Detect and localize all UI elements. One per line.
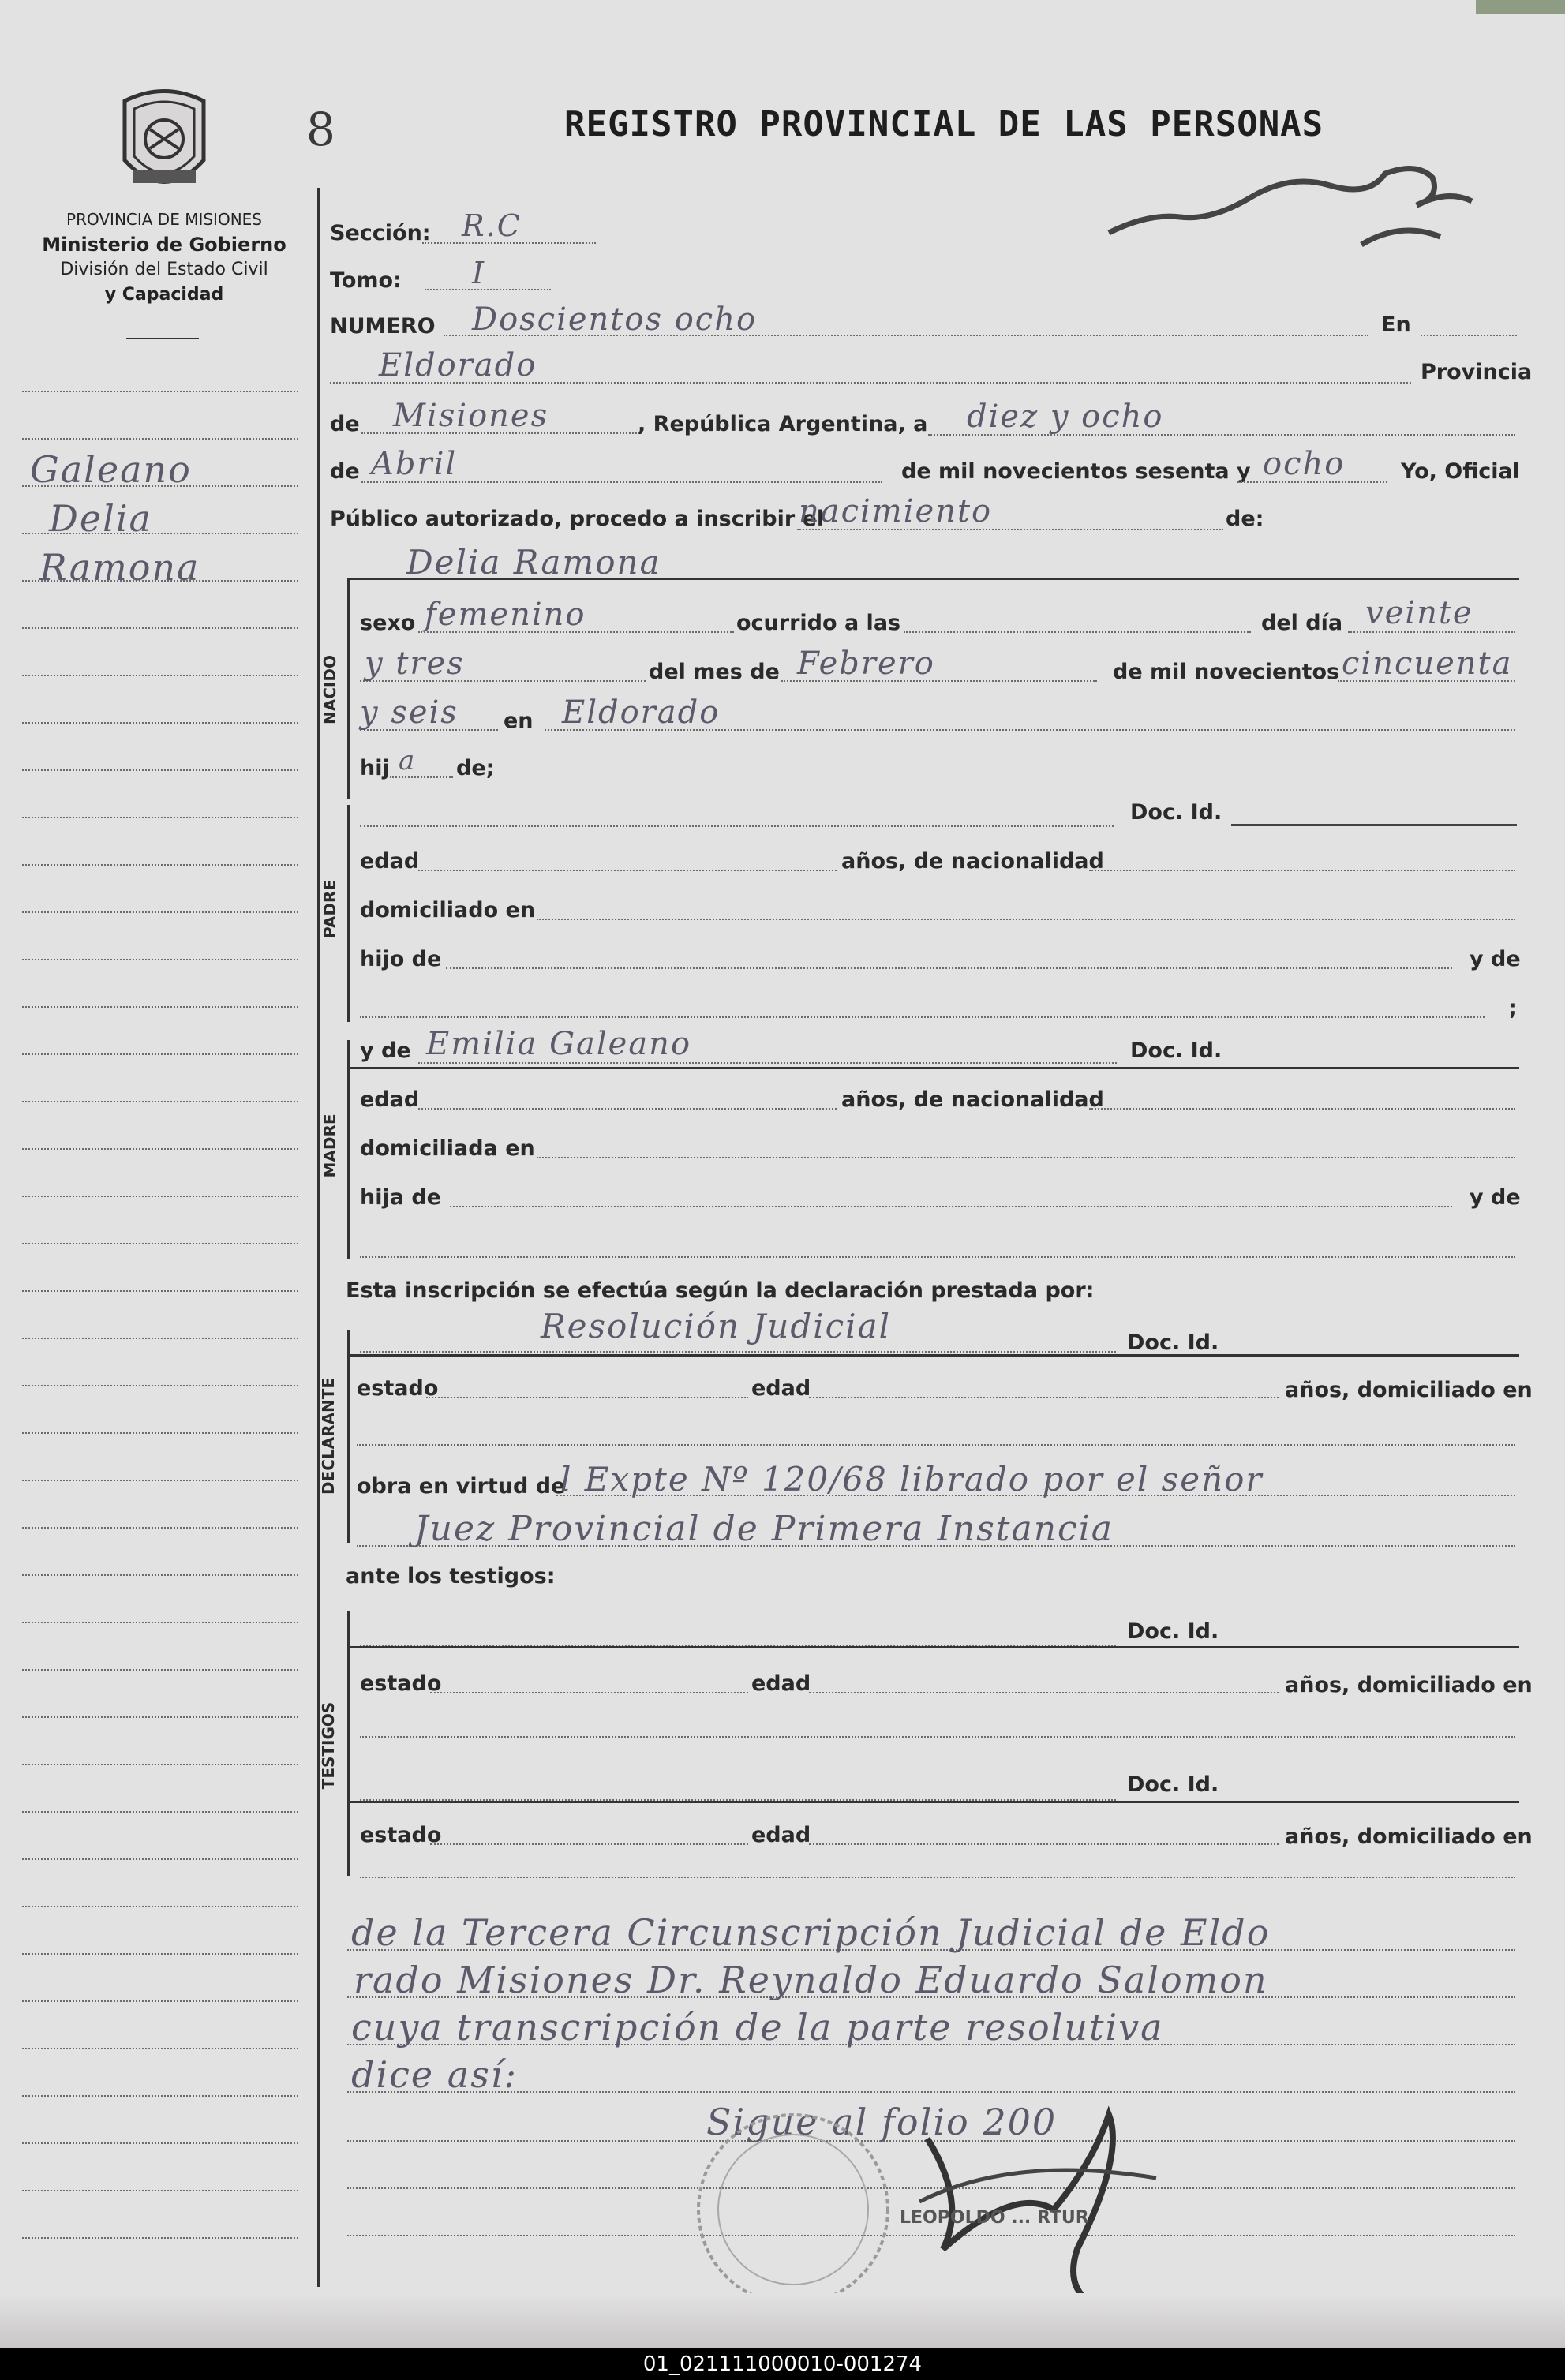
value-lugar: Eldorado — [379, 347, 537, 384]
label-de-colon: de: — [1226, 507, 1264, 531]
label-estado: estado — [357, 1376, 439, 1401]
label-doc-id: Doc. Id. — [1127, 1330, 1219, 1355]
label-del-dia: del día — [1261, 611, 1343, 635]
label-en: En — [1381, 312, 1411, 337]
margin-name: Galeano — [30, 448, 192, 491]
label-edad: edad — [751, 1671, 811, 1696]
page-title: REGISTRO PROVINCIAL DE LAS PERSONAS — [564, 104, 1324, 144]
value-dia-nac-1: veinte — [1365, 595, 1473, 631]
value-madre: Emilia Galeano — [426, 1026, 692, 1062]
divider — [126, 338, 199, 339]
value-sexo: femenino — [425, 597, 586, 633]
label-y-de: y de — [1470, 1185, 1521, 1210]
section-line — [347, 1801, 1519, 1803]
section-bracket — [347, 805, 350, 1022]
label-estado: estado — [360, 1823, 442, 1847]
label-edad: edad — [360, 849, 420, 874]
label-hija-de: hija de — [360, 1185, 441, 1210]
image-footer: 01_021111000010-001274 — [0, 2348, 1565, 2380]
value-mes-acta: Abril — [371, 446, 458, 482]
label-de-mes: de — [330, 459, 360, 484]
margin-name: Ramona — [39, 546, 200, 589]
value-acto: nacimiento — [799, 493, 993, 530]
value-obra-1: l Expte Nº 120/68 librado por el señor — [560, 1460, 1264, 1499]
note-line: dice así: — [351, 2053, 519, 2096]
label-edad: edad — [360, 1087, 420, 1112]
label-anos-dom: años, domiciliado en — [1285, 1824, 1533, 1849]
province-seal-icon — [109, 85, 219, 204]
value-nombre: Delia Ramona — [406, 543, 661, 582]
label-doc-id: Doc. Id. — [1127, 1772, 1219, 1797]
stamp-text: LEOPOLDO ... RTUR — [900, 2208, 1089, 2228]
value-hij-suffix: a — [399, 745, 417, 776]
label-anos-nac: años, de nacionalidad — [841, 1087, 1104, 1112]
label-republica: , República Argentina, a — [638, 412, 928, 436]
label-estado: estado — [360, 1671, 442, 1696]
section-bracket — [347, 578, 350, 799]
label-del-mes: del mes de — [649, 660, 780, 684]
value-obra-2: Juez Provincial de Primera Instancia — [414, 1509, 1114, 1549]
value-dia-acta: diez y ocho — [967, 399, 1164, 435]
side-label-madre: MADRE — [320, 1113, 339, 1178]
note-sigue: Sigue al folio 200 — [706, 2101, 1058, 2143]
value-anio-nac-2: y seis — [360, 694, 459, 731]
label-yo-oficial: Yo, Oficial — [1401, 459, 1520, 484]
value-anio-acta: ocho — [1263, 446, 1346, 482]
value-seccion: R.C — [462, 208, 522, 243]
label-en2: en — [504, 709, 534, 733]
value-provincia: Misiones — [393, 398, 549, 434]
label-numero: NUMERO — [330, 314, 436, 339]
ministry-line: y Capacidad — [104, 285, 224, 305]
value-tomo: I — [472, 256, 486, 290]
ministry-block — [14, 207, 314, 308]
label-publico: Público autorizado, procedo a inscribir el — [330, 507, 825, 531]
value-lugar-nac: Eldorado — [562, 694, 721, 731]
label-y-de: y de — [1470, 947, 1521, 971]
side-label-nacido: NACIDO — [320, 655, 339, 724]
label-mil-novecientos: de mil novecientos — [1113, 660, 1340, 684]
label-de-semicolon: de; — [456, 756, 495, 780]
label-seccion: Sección: — [330, 221, 431, 245]
background-strip — [1476, 0, 1565, 14]
ministry-line: Ministerio de Gobierno — [42, 234, 286, 256]
label-anos-dom: años, domiciliado en — [1285, 1378, 1533, 1402]
side-label-padre: PADRE — [320, 880, 339, 938]
value-declarante: Resolución Judicial — [541, 1307, 892, 1345]
ministry-line: División del Estado Civil — [60, 260, 268, 279]
ministry-line: PROVINCIA DE MISIONES — [66, 210, 262, 229]
label-doc-id: Doc. Id. — [1130, 800, 1222, 825]
value-mes-nac: Febrero — [797, 646, 935, 682]
label-sexo: sexo — [360, 611, 416, 635]
label-doc-id: Doc. Id. — [1127, 1619, 1219, 1644]
section-line — [347, 1067, 1519, 1069]
label-obra: obra en virtud de — [357, 1474, 566, 1499]
value-anio-nac-1: cincuenta — [1342, 646, 1513, 682]
section-line — [347, 578, 1519, 580]
label-domiciliado: domiciliado en — [360, 898, 536, 922]
label-edad: edad — [751, 1376, 811, 1401]
section-line — [347, 1354, 1519, 1357]
label-edad: edad — [751, 1823, 811, 1847]
section-bracket — [347, 1040, 350, 1259]
label-domiciliada: domiciliada en — [360, 1136, 535, 1161]
signature-top — [1101, 142, 1480, 260]
label-anos-dom: años, domiciliado en — [1285, 1673, 1533, 1697]
label-doc-id: Doc. Id. — [1130, 1038, 1222, 1063]
label-de: de — [330, 412, 360, 436]
page-number: 8 — [306, 103, 335, 156]
main-border — [317, 188, 320, 2287]
note-line: rado Misiones Dr. Reynaldo Eduardo Salomon — [354, 1959, 1268, 2001]
label-tomo: Tomo: — [330, 268, 402, 293]
label-hijo-de: hijo de — [360, 947, 442, 971]
label-ocurrido: ocurrido a las — [736, 611, 901, 635]
label-esta-inscripcion: Esta inscripción se efectúa según la declaración prestada por: — [346, 1278, 1095, 1303]
side-label-testigos: TESTIGOS — [319, 1701, 338, 1790]
label-anos-nac: años, de nacionalidad — [841, 849, 1104, 874]
label-hij: hij — [360, 756, 390, 780]
section-bracket — [347, 1330, 350, 1543]
section-bracket — [347, 1611, 350, 1876]
label-mil-sesenta: de mil novecientos sesenta y — [901, 459, 1251, 484]
label-ante: ante los testigos: — [346, 1564, 556, 1589]
value-dia-nac-2: y tres — [365, 646, 465, 682]
label-y-de2: y de — [360, 1038, 411, 1063]
section-line — [347, 1646, 1519, 1648]
side-label-declarante: DECLARANTE — [319, 1377, 338, 1495]
note-line: de la Tercera Circunscripción Judicial de Eldo — [351, 1911, 1271, 1954]
note-line: cuya transcripción de la parte resolutiva — [351, 2006, 1164, 2049]
margin-name: Delia — [49, 497, 152, 540]
label-provincia: Provincia — [1421, 360, 1533, 384]
value-numero: Doscientos ocho — [472, 301, 758, 338]
label-semicolon: ; — [1509, 996, 1518, 1020]
